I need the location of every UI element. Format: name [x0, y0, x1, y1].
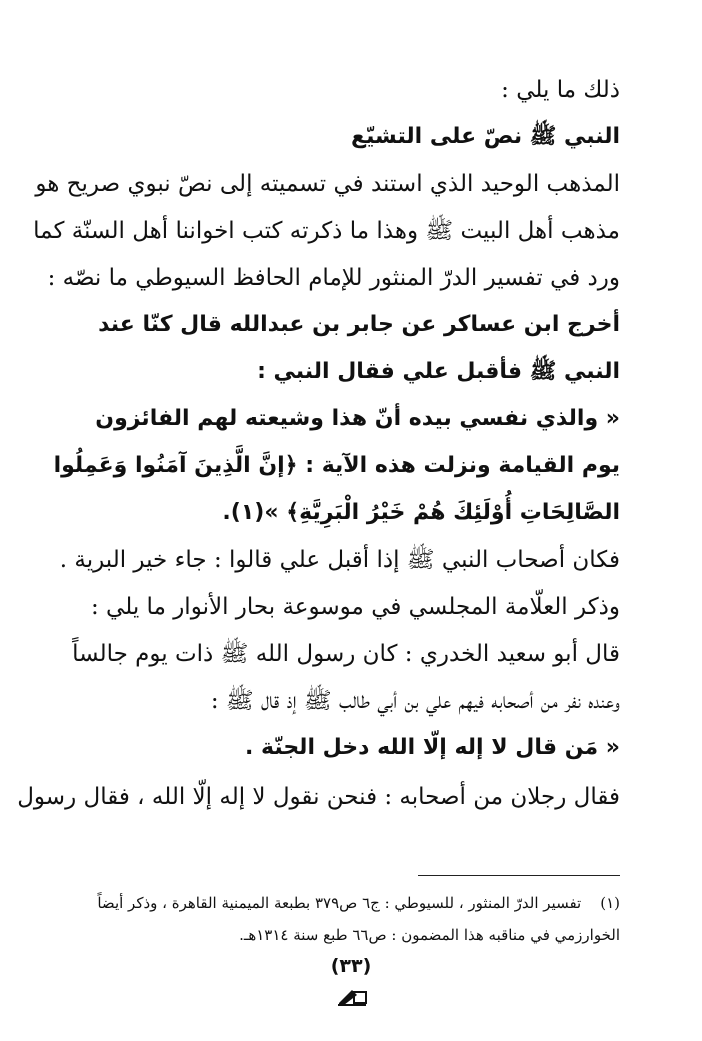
body-line-3: المذهب الوحيد الذي استند في تسميته إلى نصّ نبوي صريح هو — [35, 171, 620, 197]
quote-line-4: يوم القيامة ونزلت هذه الآية : ﴿إنَّ الَّذِينَ آمَنُوا وَعَمِلُوا — [53, 453, 620, 478]
footnote-number: (١) — [600, 894, 620, 912]
body-line-16: فقال رجلان من أصحابه : فنحن نقول لا إله إلّا الله ، فقال رسول — [17, 784, 620, 810]
quote-line-3: « والذي نفسي بيده أنّ هذا وشيعته لهم الفائزون — [95, 406, 620, 431]
quote-line-5: الصَّالِحَاتِ أُوْلَئِكَ هُمْ خَيْرُ الْبَرِيَّةِ﴾ »(١). — [222, 500, 620, 525]
pen-icon — [336, 986, 370, 1006]
footnote-text-1: تفسير الدرّ المنثور ، للسيوطي : ج٦ ص٣٧٩ بطبعة الميمنية القاهرة ، وذكر أيضاً — [97, 894, 582, 912]
body-line-14: وعنده نفر من أصحابه فيهم علي بن أبي طالب ﷺ إذ قال ﷺ : — [210, 688, 620, 714]
quote-line-2: النبي ﷺ فأقبل علي فقال النبي : — [257, 359, 620, 384]
section-heading: النبي ﷺ نصّ على التشيّع — [351, 124, 620, 149]
body-line-4: مذهب أهل البيت ﷺ وهذا ما ذكرته كتب اخواننا أهل السنّة كما — [33, 218, 620, 244]
body-line-11: فكان أصحاب النبي ﷺ إذا أقبل علي قالوا : جاء خير البرية . — [59, 547, 620, 573]
footnote-text-2: الخوارزمي في مناقبه هذا المضمون : ص٦٦ طبع سنة ١٣١٤هـ. — [239, 926, 620, 944]
quote-line-1: أخرج ابن عساكر عن جابر بن عبدالله قال كنّا عند — [98, 312, 620, 337]
body-line-13: قال أبو سعيد الخدري : كان رسول الله ﷺ ذات يوم جالساً — [72, 641, 620, 667]
body-line-12: وذكر العلّامة المجلسي في موسوعة بحار الأنوار ما يلي : — [91, 594, 620, 620]
page-number: (٣٣) — [330, 955, 372, 977]
footnote-line-2 — [80, 920, 620, 950]
body-line-5: ورد في تفسير الدرّ المنثور للإمام الحافظ السيوطي ما نصّه : — [47, 265, 620, 291]
body-line-1: ذلك ما يلي : — [501, 77, 620, 103]
footnote-separator — [418, 875, 620, 876]
hadith-line: « مَن قال لا إله إلّا الله دخل الجنّة . — [244, 735, 620, 760]
footnote-line-1 — [80, 888, 620, 918]
